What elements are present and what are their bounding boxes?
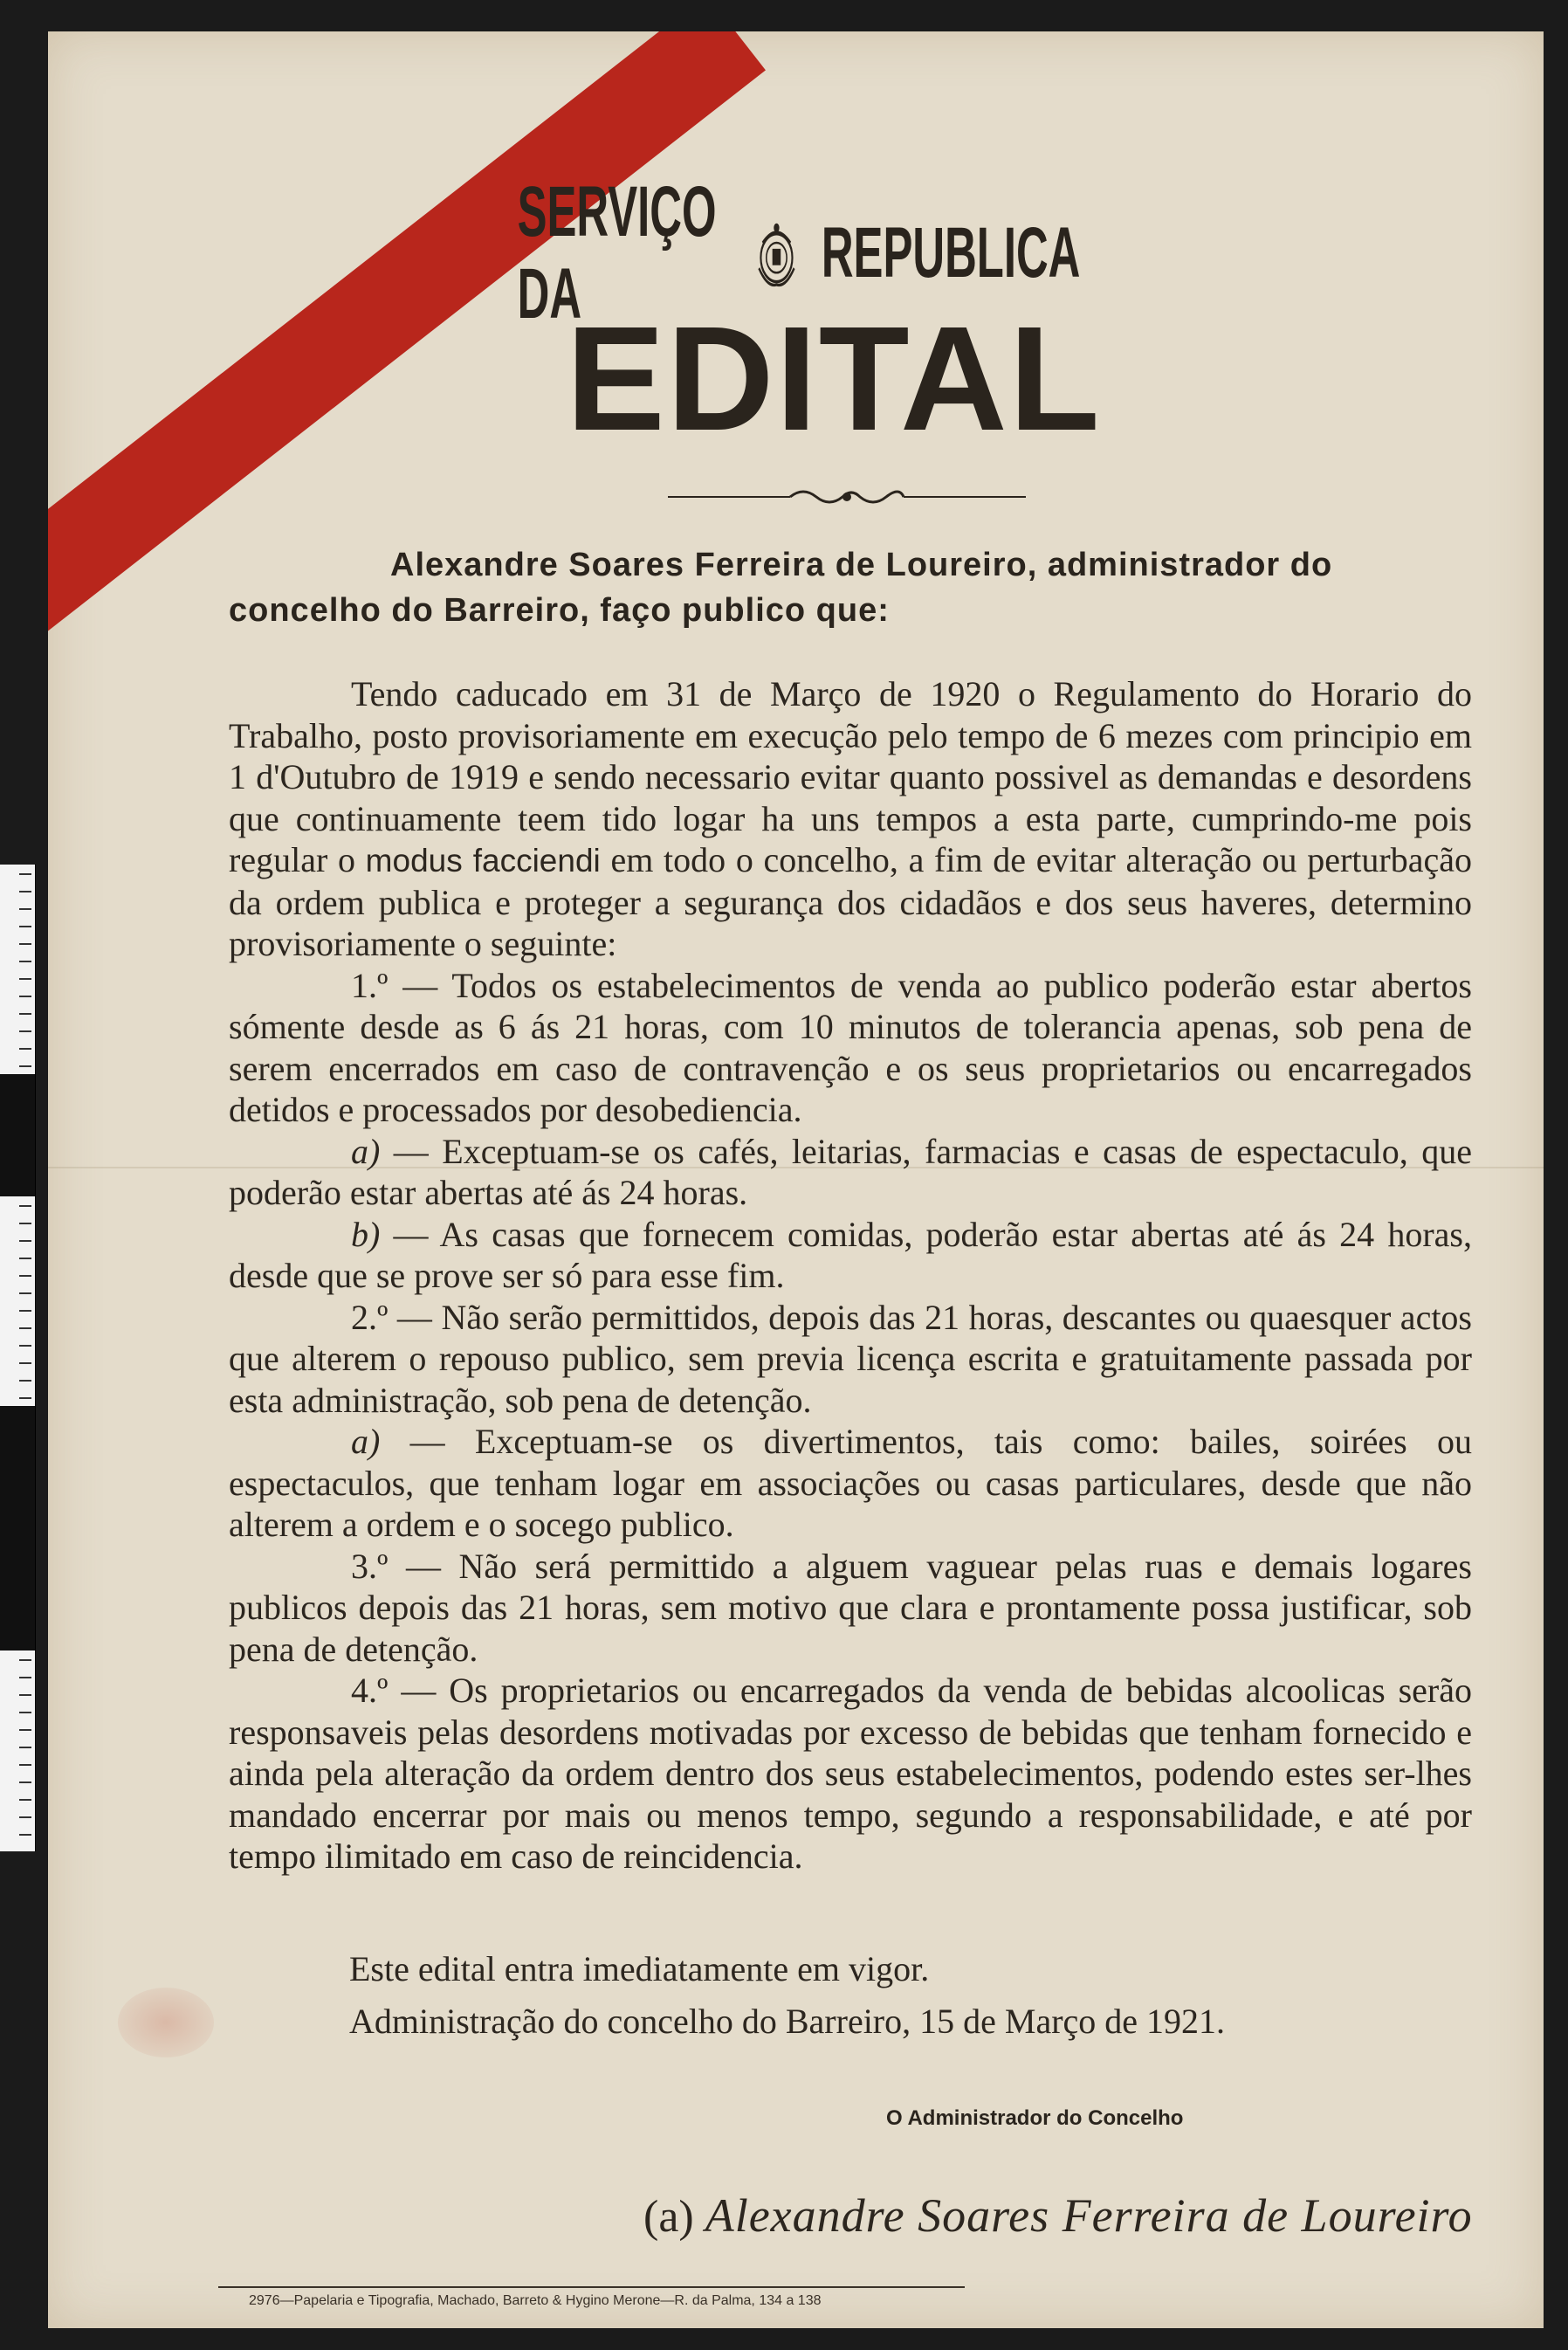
- header-left-text: SERVIÇO DA: [517, 172, 717, 334]
- ruler-tick: [19, 1834, 31, 1836]
- ruler-tick: [19, 1677, 31, 1678]
- signature-prefix: (a): [643, 2192, 694, 2242]
- modus-facciendi-phrase: modus facciendi: [365, 843, 601, 879]
- ruler-tick: [19, 1013, 31, 1015]
- ruler-tick: [19, 1747, 31, 1748]
- article-1b: [229, 1214, 1472, 1297]
- ruler-tick: [19, 1816, 31, 1818]
- article-2: 2.º — Não serão permittidos, depois das 21 horas, descantes ou quaesquer actos que alterem o repouso publico, sem previa licença escrita e gratuitamente passada por esta administração, sob pena de detenção.: [229, 1297, 1472, 1420]
- ruler-tick: [19, 978, 31, 980]
- intro-paragraph: Alexandre Soares Ferreira de Loureiro, administrador do concelho do Barreiro, faço publico que:: [229, 547, 1333, 629]
- ruler-tick: [19, 1362, 31, 1364]
- edital-body: [229, 673, 1472, 1878]
- article-2a-text: — Exceptuam-se os divertimentos, tais como: bailes, soirées ou espectaculos, que tenham logar em associações ou casas particulares, desde que não alterem a ordem e o socego publico.: [229, 1422, 1472, 1544]
- ruler-tick: [19, 1729, 31, 1731]
- place-and-date: Administração do concelho do Barreiro, 15 de Março de 1921.: [349, 2002, 1226, 2041]
- ruler-tick: [19, 1345, 31, 1347]
- ruler-tick: [19, 1781, 31, 1783]
- ruler-tick: [19, 908, 31, 910]
- ruler-tick: [19, 1048, 31, 1050]
- document-title: EDITAL: [566, 296, 1102, 462]
- ruler-tick: [19, 1065, 31, 1067]
- ruler-tick: [19, 1799, 31, 1801]
- portuguese-coat-of-arms-icon: [753, 205, 800, 301]
- article-2a-label: a): [351, 1422, 381, 1461]
- ruler-tick: [19, 1712, 31, 1713]
- ruler-segment: [0, 865, 35, 1074]
- signature-name: Alexandre Soares Ferreira de Loureiro: [705, 2189, 1473, 2242]
- ruler-tick: [19, 1327, 31, 1329]
- ruler-tick: [19, 1310, 31, 1312]
- article-1a-label: a): [351, 1131, 381, 1171]
- article-1: 1.º — Todos os estabelecimentos de venda ao publico poderão estar abertos sómente desde as 6 ás 21 horas, com 10 minutos de tolerancia apenas, sob pena de serem encerrados em caso de contravenção e os seus proprietarios ou encarregados detidos e processados por desobediencia.: [229, 965, 1472, 1129]
- header-right-text: REPUBLICA: [821, 213, 1081, 293]
- article-4: 4.º — Os proprietarios ou encarregados da venda de bebidas alcoolicas serão responsaveis pelas desordens motivadas por excesso de bebidas que tenham fornecido e ainda pela alteração da ordem dentro dos seus estabelecimentos, podendo estes ser-lhes mandado encerrar por mais ou menos tempo, segundo a responsabilidade, e até por tempo ilimitado em caso de reincidencia.: [229, 1671, 1472, 1876]
- printer-imprint: 2976—Papelaria e Tipografia, Machado, Barreto & Hygino Merone—R. da Palma, 134 a 138: [249, 2293, 822, 2308]
- article-1b-text: — As casas que fornecem comidas, poderão estar abertas até ás 24 horas, desde que se prove ser só para esse fim.: [229, 1214, 1472, 1295]
- ruler-segment: [0, 1651, 35, 1851]
- ruler-tick: [19, 1205, 31, 1207]
- ruler-tick: [19, 1275, 31, 1277]
- article-1a: [229, 1131, 1472, 1214]
- preamble-paragraph: [229, 673, 1472, 965]
- article-1b-label: b): [351, 1214, 381, 1254]
- color-scale-ruler: [0, 865, 36, 1851]
- ruler-tick: [19, 961, 31, 962]
- ruler-tick: [19, 996, 31, 997]
- ruler-tick: [19, 926, 31, 927]
- ornament-divider-icon: [668, 484, 1026, 510]
- preamble-part-1: Tendo caducado em 31 de Março de 1920 o Regulamento do Horario do Trabalho, posto provisoriamente em execução pelo tempo de 6 mezes com principio em 1 d'Outubro de 1919 e sendo necessario evitar quanto possivel as demandas e desordens que continuamente teem tido logar ha uns tempos a esta parte, cumprindo-me pois regular o: [229, 674, 1472, 879]
- ruler-tick: [19, 1223, 31, 1224]
- administrator-title: O Administrador do Concelho: [886, 2106, 1184, 2130]
- ruler-tick: [19, 1659, 31, 1661]
- ruler-tick: [19, 891, 31, 892]
- article-3: 3.º — Não será permittido a alguem vaguear pelas ruas e demais logares publicos depois das 21 horas, sem motivo que clara e prontamente possa justificar, sob pena de detenção.: [229, 1546, 1472, 1669]
- ruler-tick: [19, 1764, 31, 1766]
- article-2a: [229, 1421, 1472, 1546]
- ruler-tick: [19, 1258, 31, 1259]
- ruler-tick: [19, 1240, 31, 1242]
- in-force-statement: Este edital entra imediatamente em vigor.: [349, 1949, 930, 1988]
- footer-rule: [218, 2286, 965, 2288]
- ruler-segment: [0, 1196, 35, 1406]
- ruler-tick: [19, 873, 31, 875]
- paper-stain: [118, 1988, 214, 2057]
- ruler-tick: [19, 1380, 31, 1382]
- article-1a-text: — Exceptuam-se os cafés, leitarias, farmacias e casas de espectaculo, que poderão estar abertas até ás 24 horas.: [229, 1131, 1472, 1212]
- ruler-tick: [19, 943, 31, 945]
- edital-poster: [48, 31, 1544, 2328]
- ruler-tick: [19, 1292, 31, 1294]
- ruler-tick: [19, 1030, 31, 1032]
- preamble-part-2: em todo o concelho, a fim de evitar alteração ou perturbação da ordem publica e proteger a segurança dos cidadãos e dos seus haveres, determino provisoriamente o seguinte:: [229, 840, 1472, 963]
- ruler-tick: [19, 1397, 31, 1399]
- ruler-tick: [19, 1694, 31, 1696]
- signature-line: [643, 2188, 1473, 2243]
